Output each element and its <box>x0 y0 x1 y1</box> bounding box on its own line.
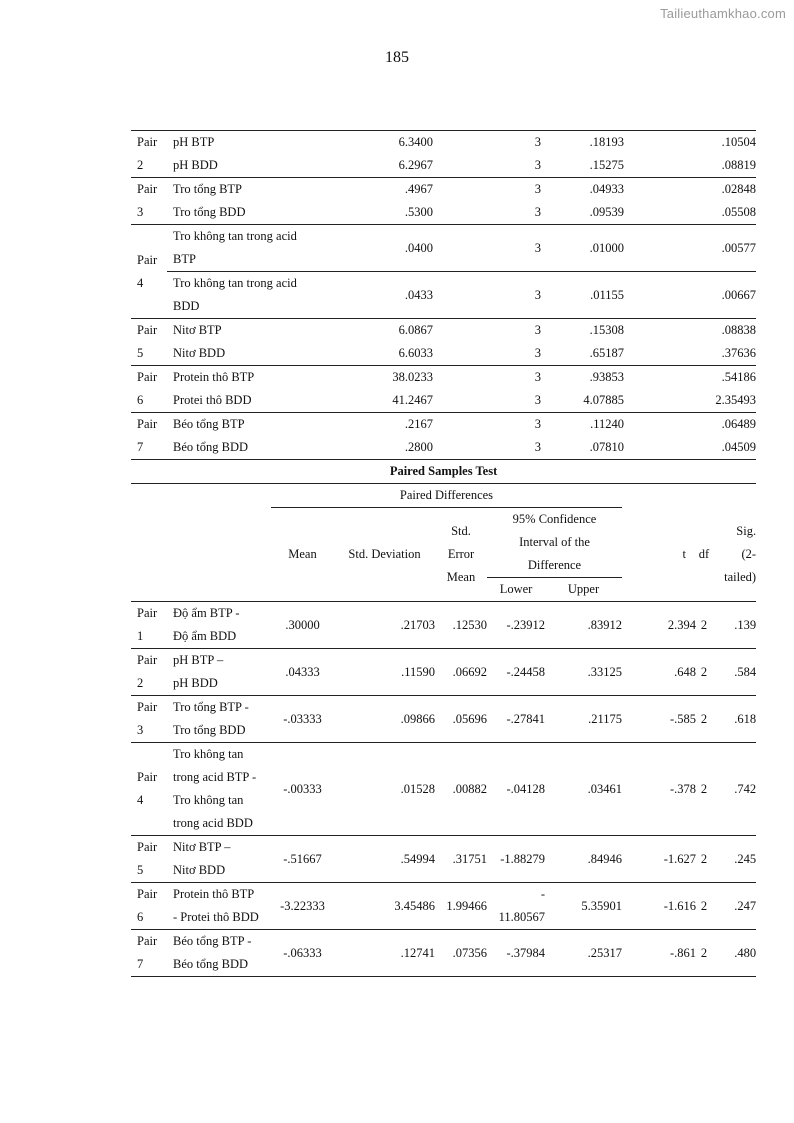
mean-cell: .04333 <box>271 649 334 696</box>
lower-cell: -.04128 <box>487 743 545 836</box>
table-title: Paired Samples Test <box>131 460 756 484</box>
table-row <box>131 342 756 366</box>
mean-cell: .2167 <box>337 413 433 437</box>
lower-cell: -.24458 <box>487 649 545 696</box>
confidence-interval-header: 95% Confidence Interval of the Difference <box>487 508 622 578</box>
mean-cell: .0400 <box>337 225 433 272</box>
mean-cell: 6.0867 <box>337 319 433 343</box>
lower-cell: -.23912 <box>487 602 545 649</box>
lower-header: Lower <box>499 582 533 596</box>
mean-cell: .2800 <box>337 436 433 460</box>
se-cell: .00577 <box>624 225 756 272</box>
t-cell: -.861 <box>622 930 696 977</box>
se-cell: .04509 <box>624 436 756 460</box>
df-cell: 2 <box>696 649 712 696</box>
df-cell: 2 <box>696 930 712 977</box>
table-row <box>131 225 756 272</box>
table-row <box>131 154 756 178</box>
variable-name: Protei thô BDD <box>173 393 252 407</box>
lower-cell: -.27841 <box>487 696 545 743</box>
mean-cell: 38.0233 <box>337 366 433 390</box>
se-cell: 1.99466 <box>435 883 487 930</box>
table-row <box>131 649 756 696</box>
sd-cell: 3.45486 <box>334 883 435 930</box>
se-cell: .07356 <box>435 930 487 977</box>
df-header: df <box>698 546 710 561</box>
lower-cell: -1.88279 <box>487 836 545 883</box>
pair-variables: Nitơ BTP – Nitơ BDD <box>167 836 271 883</box>
sd-cell: .01155 <box>541 272 624 319</box>
upper-cell: .84946 <box>545 836 622 883</box>
pair-label: Pair 6 <box>131 883 167 930</box>
pair-label: Pair 7 <box>131 930 167 977</box>
pair-label: Pair 2 <box>131 649 167 696</box>
pair-variables: pH BTP – pH BDD <box>167 649 271 696</box>
n-cell: 3 <box>433 319 541 343</box>
variable-name: Béo tổng BTP <box>167 413 337 437</box>
sd-cell: .01000 <box>541 225 624 272</box>
pair-label: Pair 5 <box>131 836 167 883</box>
sd-cell: .93853 <box>541 366 624 390</box>
upper-cell: .03461 <box>545 743 622 836</box>
sd-cell: .01528 <box>334 743 435 836</box>
variable-name: Protein thô BTP <box>167 366 337 390</box>
se-cell: .02848 <box>624 178 756 202</box>
n-cell: 3 <box>433 413 541 437</box>
pair-variables: Tro không tan trong acid BTP - Tro không tan trong acid BDD <box>167 743 271 836</box>
pair-label: Pair <box>131 178 167 202</box>
upper-cell: 5.35901 <box>545 883 622 930</box>
t-cell: -.378 <box>622 743 696 836</box>
table-row <box>131 696 756 743</box>
df-cell: 2 <box>696 883 712 930</box>
sig-cell: .480 <box>712 930 756 977</box>
lower-cell: -.37984 <box>487 930 545 977</box>
n-cell: 3 <box>534 393 541 407</box>
se-cell: .54186 <box>624 366 756 390</box>
mean-cell: 41.2467 <box>392 393 433 407</box>
se-cell: .05696 <box>435 696 487 743</box>
sd-cell: .54994 <box>334 836 435 883</box>
mean-cell: 6.6033 <box>398 346 433 360</box>
pair-label: Pair 1 <box>131 602 167 649</box>
table-title-row <box>131 460 756 484</box>
upper-header: Upper <box>567 582 600 596</box>
t-cell: .648 <box>622 649 696 696</box>
pair-label: Pair 4 <box>131 743 167 836</box>
header-row <box>131 508 756 578</box>
pair-label: Pair <box>131 413 167 437</box>
sig-header: Sig. (2- tailed) <box>724 523 757 584</box>
se-cell: .06489 <box>624 413 756 437</box>
sd-cell: .65187 <box>589 346 624 360</box>
pair-label: 2 <box>137 158 144 172</box>
sd-cell: .11590 <box>334 649 435 696</box>
table-row <box>131 836 756 883</box>
mean-cell: .4967 <box>337 178 433 202</box>
upper-cell: .33125 <box>545 649 622 696</box>
table-row <box>131 413 756 437</box>
mean-cell: .5300 <box>404 205 433 219</box>
se-cell: 2.35493 <box>715 393 756 407</box>
pair-variables: Tro tổng BTP - Tro tổng BDD <box>167 696 271 743</box>
table-row <box>131 272 756 319</box>
se-cell: .10504 <box>624 131 756 155</box>
t-cell: 2.394 <box>622 602 696 649</box>
pair-label: 6 <box>137 393 144 407</box>
sd-cell: .15308 <box>541 319 624 343</box>
pair-label: Pair <box>131 225 167 272</box>
mean-cell: -.06333 <box>271 930 334 977</box>
df-cell: 2 <box>696 836 712 883</box>
pair-variables: Protein thô BTP - Protei thô BDD <box>167 883 271 930</box>
se-cell: .06692 <box>435 649 487 696</box>
sd-cell: .18193 <box>541 131 624 155</box>
n-cell: 3 <box>534 158 541 172</box>
table-row <box>131 178 756 202</box>
lower-cell: - 11.80567 <box>487 883 545 930</box>
variable-name: Nitơ BDD <box>173 346 226 360</box>
sd-cell: 4.07885 <box>583 393 624 407</box>
variable-name: Béo tổng BDD <box>167 436 337 460</box>
mean-cell: 6.2967 <box>398 158 433 172</box>
t-header: t <box>682 546 686 561</box>
sd-cell: .07810 <box>541 436 624 460</box>
watermark: Tailieuthamkhao.com <box>660 6 786 21</box>
sd-cell: .12741 <box>334 930 435 977</box>
upper-cell: .21175 <box>545 696 622 743</box>
pair-label: Pair <box>131 319 167 343</box>
pair-variables: Béo tổng BTP - Béo tổng BDD <box>167 930 271 977</box>
variable-name: Tro tổng BTP <box>167 178 337 202</box>
mean-cell: .30000 <box>271 602 334 649</box>
sig-cell: .742 <box>712 743 756 836</box>
t-cell: -.585 <box>622 696 696 743</box>
t-cell: -1.616 <box>622 883 696 930</box>
page-number: 185 <box>385 49 409 66</box>
paired-samples-test-table <box>131 460 756 977</box>
n-cell: 3 <box>433 272 541 319</box>
table-row <box>131 743 756 836</box>
pair-variables: Độ ẩm BTP - Độ ẩm BDD <box>167 602 271 649</box>
df-cell: 2 <box>696 602 712 649</box>
variable-name: Tro không tan trong acid BDD <box>167 272 337 319</box>
se-cell: .08819 <box>721 158 756 172</box>
table-row <box>131 319 756 343</box>
n-cell: 3 <box>433 131 541 155</box>
n-cell: 3 <box>433 225 541 272</box>
mean-cell: -.00333 <box>271 743 334 836</box>
variable-name: pH BTP <box>167 131 337 155</box>
sd-cell: .11240 <box>541 413 624 437</box>
paired-samples-statistics-table <box>131 130 756 460</box>
sig-cell: .584 <box>712 649 756 696</box>
se-cell: .00882 <box>435 743 487 836</box>
upper-cell: .83912 <box>545 602 622 649</box>
mean-cell: -.03333 <box>271 696 334 743</box>
sig-cell: .618 <box>712 696 756 743</box>
sig-cell: .139 <box>712 602 756 649</box>
variable-name: pH BDD <box>173 158 218 172</box>
pair-label: 3 <box>137 205 144 219</box>
n-cell: 3 <box>433 436 541 460</box>
mean-cell: -3.22333 <box>271 883 334 930</box>
df-cell: 2 <box>696 696 712 743</box>
t-cell: -1.627 <box>622 836 696 883</box>
variable-name: Tro không tan trong acid BTP <box>167 225 337 272</box>
se-cell: .31751 <box>435 836 487 883</box>
se-cell: .00667 <box>624 272 756 319</box>
n-cell: 3 <box>433 366 541 390</box>
std-error-mean-header: Std. Error Mean <box>446 524 476 584</box>
upper-cell: .25317 <box>545 930 622 977</box>
se-cell: .37636 <box>721 346 756 360</box>
mean-cell: -.51667 <box>271 836 334 883</box>
sd-cell: .04933 <box>541 178 624 202</box>
mean-cell: 6.3400 <box>337 131 433 155</box>
table-row <box>131 389 756 413</box>
sd-cell: .09866 <box>334 696 435 743</box>
pair-label: 7 <box>131 436 167 460</box>
df-cell: 2 <box>696 743 712 836</box>
pair-label: Pair <box>131 366 167 390</box>
se-cell: .08838 <box>624 319 756 343</box>
sd-cell: .15275 <box>589 158 624 172</box>
table-row <box>131 436 756 460</box>
variable-name: Tro tổng BDD <box>173 205 246 219</box>
table-row <box>131 883 756 930</box>
pair-label: 4 <box>137 275 144 290</box>
mean-header: Mean <box>288 547 317 561</box>
n-cell: 3 <box>534 205 541 219</box>
header-row <box>131 484 756 508</box>
table-row <box>131 131 756 155</box>
table-row <box>131 930 756 977</box>
sig-cell: .247 <box>712 883 756 930</box>
se-cell: .12530 <box>435 602 487 649</box>
table-row <box>131 366 756 390</box>
table-row <box>131 201 756 225</box>
sd-cell: .09539 <box>589 205 624 219</box>
std-deviation-header: Std. Deviation <box>348 547 421 561</box>
table-row <box>131 602 756 649</box>
sd-cell: .21703 <box>334 602 435 649</box>
n-cell: 3 <box>534 346 541 360</box>
pair-label: Pair 3 <box>131 696 167 743</box>
variable-name: Nitơ BTP <box>167 319 337 343</box>
n-cell: 3 <box>433 178 541 202</box>
mean-cell: .0433 <box>337 272 433 319</box>
pair-label: 5 <box>137 346 144 360</box>
paired-differences-header: Paired Differences <box>271 484 622 508</box>
sig-cell: .245 <box>712 836 756 883</box>
pair-label: Pair <box>131 131 167 155</box>
se-cell: .05508 <box>721 205 756 219</box>
